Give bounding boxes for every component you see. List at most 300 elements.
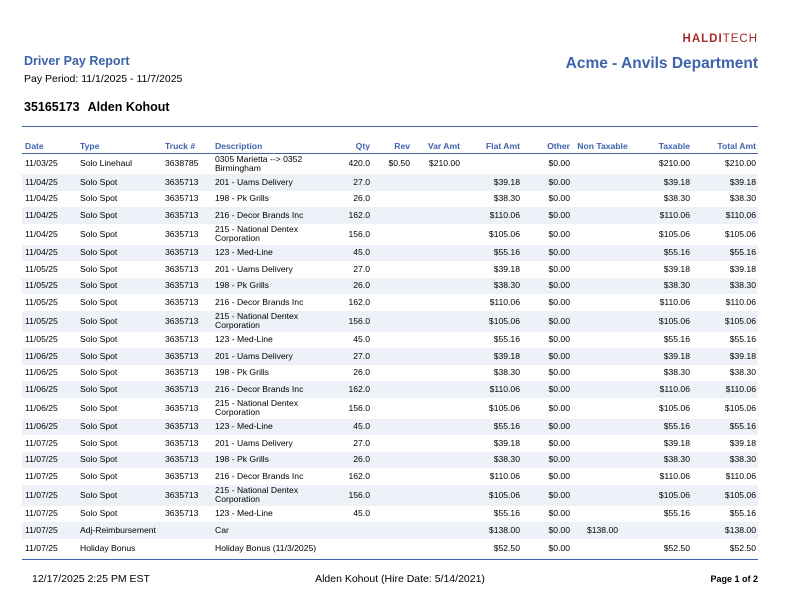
table-cell: $0.00 xyxy=(548,334,570,345)
table-cell: 162.0 xyxy=(348,296,370,307)
table-cell xyxy=(412,245,462,262)
table-cell: 11/04/25 xyxy=(25,193,58,204)
pay-period: Pay Period: 11/1/2025 - 11/7/2025 xyxy=(24,73,183,85)
table-cell xyxy=(332,539,372,560)
table-cell: $110.06 xyxy=(489,209,520,220)
table-cell xyxy=(412,174,462,191)
table-cell: $105.06 xyxy=(488,315,520,326)
table-cell: Solo Spot xyxy=(80,280,118,291)
table-cell xyxy=(332,522,372,539)
table-cell: $0.00 xyxy=(548,489,570,500)
table-row xyxy=(22,348,758,365)
table-cell xyxy=(372,174,412,191)
table-cell: 3635713 xyxy=(165,247,199,258)
table-cell xyxy=(372,294,412,311)
company-name: Acme - Anvils Department xyxy=(565,55,758,72)
table-cell: $110.06 xyxy=(725,296,756,307)
table-cell: $39.18 xyxy=(663,263,690,274)
table-cell: $105.06 xyxy=(658,489,690,500)
table-cell: $0.00 xyxy=(548,383,570,394)
table-cell: 26.0 xyxy=(353,454,370,465)
table-cell: 11/07/25 xyxy=(25,470,58,481)
table-cell: 198 - Pk Grills xyxy=(215,193,269,204)
table-cell: $0.00 xyxy=(548,421,570,432)
table-cell: $110.06 xyxy=(489,383,520,394)
table-cell: Solo Spot xyxy=(80,296,118,307)
table-cell: $105.06 xyxy=(724,228,756,239)
table-cell xyxy=(462,153,522,174)
table-cell: 3635713 xyxy=(165,315,199,326)
table-cell: 215 - National Dentex Corporation xyxy=(215,485,299,504)
table-cell: 3635713 xyxy=(165,228,199,239)
table-cell xyxy=(572,365,632,382)
table-cell: Solo Spot xyxy=(80,350,118,361)
table-row xyxy=(22,207,758,224)
table-cell: $105.06 xyxy=(488,402,520,413)
table-cell: $55.16 xyxy=(663,421,690,432)
table-cell: $0.00 xyxy=(548,247,570,258)
table-cell: $55.16 xyxy=(663,247,690,258)
table-cell: Solo Spot xyxy=(80,383,118,394)
column-header: Var Amt xyxy=(427,140,460,151)
table-cell xyxy=(372,348,412,365)
table-cell xyxy=(412,435,462,452)
table-cell: $110.06 xyxy=(489,470,520,481)
column-header: Date xyxy=(25,140,44,151)
table-cell: 45.0 xyxy=(353,421,370,432)
table-cell: $39.18 xyxy=(493,437,520,448)
table-row xyxy=(22,419,758,436)
table-cell: $39.18 xyxy=(663,350,690,361)
table-cell: $0.00 xyxy=(548,524,570,535)
table-cell: 162.0 xyxy=(348,383,370,394)
table-cell: 11/05/25 xyxy=(25,315,58,326)
table-cell xyxy=(162,522,212,539)
table-cell: $38.30 xyxy=(729,193,756,204)
table-cell: $0.00 xyxy=(548,296,570,307)
table-cell: Solo Spot xyxy=(80,209,118,220)
table-cell xyxy=(572,153,632,174)
table-cell xyxy=(572,224,632,245)
table-cell: $105.06 xyxy=(658,228,690,239)
table-cell: Solo Spot xyxy=(80,176,118,187)
table-cell xyxy=(412,348,462,365)
table-cell: $0.00 xyxy=(548,315,570,326)
table-cell xyxy=(372,261,412,278)
table-cell xyxy=(572,294,632,311)
table-cell xyxy=(572,245,632,262)
table-cell: 201 - Uams Delivery xyxy=(215,350,293,361)
table-cell: 215 - National Dentex Corporation xyxy=(215,224,299,243)
table-cell: $110.06 xyxy=(489,296,520,307)
table-row xyxy=(22,294,758,311)
table-cell xyxy=(372,365,412,382)
column-header: Type xyxy=(80,140,100,151)
table-cell: $39.18 xyxy=(493,263,520,274)
table-cell: $0.00 xyxy=(548,263,570,274)
table-cell xyxy=(412,419,462,436)
table-cell: 11/05/25 xyxy=(25,296,58,307)
table-cell: 11/07/25 xyxy=(25,437,58,448)
table-cell: 216 - Decor Brands Inc xyxy=(215,383,304,394)
table-cell: $38.30 xyxy=(493,454,520,465)
table-cell: 3635713 xyxy=(165,334,199,345)
table-cell xyxy=(572,419,632,436)
column-header: Taxable xyxy=(658,140,690,151)
table-cell xyxy=(372,485,412,506)
table-cell: 3635713 xyxy=(165,437,199,448)
table-cell: 11/04/25 xyxy=(25,209,58,220)
table-cell: $38.30 xyxy=(729,367,756,378)
table-cell: 3635713 xyxy=(165,489,199,500)
table-cell: 216 - Decor Brands Inc xyxy=(215,296,304,307)
table-cell: $105.06 xyxy=(724,402,756,413)
table-cell: Solo Spot xyxy=(80,421,118,432)
table-cell: 156.0 xyxy=(348,228,370,239)
table-cell: $55.16 xyxy=(663,508,690,519)
table-cell: 3635713 xyxy=(165,383,199,394)
table-cell: $0.00 xyxy=(548,437,570,448)
pay-table xyxy=(22,127,758,560)
table-cell xyxy=(372,539,412,560)
table-cell: 216 - Decor Brands Inc xyxy=(215,209,304,220)
column-header: Non Taxable xyxy=(577,140,628,151)
table-cell xyxy=(412,191,462,208)
table-cell: $39.18 xyxy=(729,176,756,187)
table-cell: 11/05/25 xyxy=(25,334,58,345)
table-row xyxy=(22,506,758,523)
table-cell: $105.06 xyxy=(724,315,756,326)
table-cell: 11/06/25 xyxy=(25,350,58,361)
table-row xyxy=(22,191,758,208)
table-cell: $52.50 xyxy=(663,543,690,554)
table-cell: $38.30 xyxy=(729,454,756,465)
table-cell: 11/03/25 xyxy=(25,158,58,169)
table-cell: Holiday Bonus (11/3/2025) xyxy=(215,543,317,554)
table-cell: $55.16 xyxy=(493,421,520,432)
table-cell xyxy=(572,435,632,452)
table-cell: 420.0 xyxy=(348,158,370,169)
table-cell xyxy=(572,468,632,485)
table-cell: 11/04/25 xyxy=(25,176,58,187)
table-row xyxy=(22,365,758,382)
table-cell xyxy=(372,506,412,523)
table-cell: $105.06 xyxy=(488,489,520,500)
table-cell: 215 - National Dentex Corporation xyxy=(215,311,299,330)
table-cell: $0.00 xyxy=(548,176,570,187)
column-header: Rev xyxy=(394,140,410,151)
table-row xyxy=(22,224,758,245)
report-title: Driver Pay Report xyxy=(24,54,130,68)
table-cell: Solo Spot xyxy=(80,402,118,413)
table-cell: $38.30 xyxy=(663,280,690,291)
table-row xyxy=(22,278,758,295)
table-cell: 11/04/25 xyxy=(25,228,58,239)
footer-driver-info: Alden Kohout (Hire Date: 5/14/2021) xyxy=(315,573,485,585)
column-header: Total Amt xyxy=(717,140,756,151)
table-cell: 11/07/25 xyxy=(25,454,58,465)
column-header: Flat Amt xyxy=(485,140,520,151)
table-cell xyxy=(372,381,412,398)
table-cell: $38.30 xyxy=(493,367,520,378)
table-cell xyxy=(372,311,412,332)
table-cell: Solo Spot xyxy=(80,263,118,274)
table-cell: 3635713 xyxy=(165,263,199,274)
table-cell: 26.0 xyxy=(353,367,370,378)
column-header: Other xyxy=(547,140,570,151)
table-cell xyxy=(372,207,412,224)
table-cell: Solo Spot xyxy=(80,454,118,465)
table-cell: $210.00 xyxy=(724,158,756,169)
table-cell: $110.06 xyxy=(659,470,690,481)
table-cell: 198 - Pk Grills xyxy=(215,454,269,465)
driver-name: Alden Kohout xyxy=(87,100,170,114)
table-cell: 198 - Pk Grills xyxy=(215,367,269,378)
table-cell: 45.0 xyxy=(353,247,370,258)
table-cell: 27.0 xyxy=(353,176,370,187)
table-cell: 216 - Decor Brands Inc xyxy=(215,470,304,481)
table-cell: 156.0 xyxy=(348,315,370,326)
table-cell: Solo Spot xyxy=(80,228,118,239)
table-cell xyxy=(372,332,412,349)
table-cell: Solo Spot xyxy=(80,334,118,345)
table-cell: Solo Spot xyxy=(80,247,118,258)
table-row xyxy=(22,381,758,398)
table-cell xyxy=(572,191,632,208)
table-cell xyxy=(412,294,462,311)
table-cell: $0.00 xyxy=(548,228,570,239)
table-cell: 201 - Uams Delivery xyxy=(215,176,293,187)
table-row xyxy=(22,261,758,278)
table-cell: 3635713 xyxy=(165,350,199,361)
table-cell: $0.00 xyxy=(548,209,570,220)
table-cell xyxy=(412,539,462,560)
table-cell: 27.0 xyxy=(353,437,370,448)
table-cell: $0.00 xyxy=(548,367,570,378)
table-cell: $210.00 xyxy=(428,158,460,169)
table-cell xyxy=(372,191,412,208)
table-cell: $39.18 xyxy=(493,176,520,187)
table-cell: $105.06 xyxy=(658,315,690,326)
table-cell: $38.30 xyxy=(493,280,520,291)
table-cell: $39.18 xyxy=(729,350,756,361)
table-row xyxy=(22,153,758,174)
table-cell: $55.16 xyxy=(663,334,690,345)
table-cell: $105.06 xyxy=(724,489,756,500)
table-row xyxy=(22,435,758,452)
table-cell: $55.16 xyxy=(729,247,756,258)
table-cell: $0.00 xyxy=(548,158,570,169)
table-cell: Solo Spot xyxy=(80,470,118,481)
table-cell: 11/06/25 xyxy=(25,367,58,378)
table-cell: $0.00 xyxy=(548,543,570,554)
table-cell: 201 - Uams Delivery xyxy=(215,263,293,274)
table-cell: 215 - National Dentex Corporation xyxy=(215,398,299,417)
table-cell: $0.00 xyxy=(548,508,570,519)
table-cell: 3635713 xyxy=(165,402,199,413)
table-cell xyxy=(412,207,462,224)
table-cell: 3635713 xyxy=(165,193,199,204)
table-body xyxy=(22,153,758,560)
table-cell: 3635713 xyxy=(165,176,199,187)
company-logo xyxy=(683,33,758,45)
table-cell: $0.00 xyxy=(548,470,570,481)
table-cell: $52.50 xyxy=(729,543,756,554)
column-header: Description xyxy=(215,140,263,151)
table-header-row xyxy=(22,127,758,153)
table-cell: 3635713 xyxy=(165,454,199,465)
table-cell: $138.00 xyxy=(586,524,619,535)
table-cell: Car xyxy=(215,524,229,535)
table-cell: 3638785 xyxy=(165,158,199,169)
table-cell xyxy=(412,224,462,245)
table-cell: $0.00 xyxy=(548,402,570,413)
table-cell: $55.16 xyxy=(729,421,756,432)
table-cell: $105.06 xyxy=(658,402,690,413)
table-cell xyxy=(372,278,412,295)
table-cell: $38.30 xyxy=(663,193,690,204)
table-cell: $110.06 xyxy=(659,209,690,220)
table-cell xyxy=(412,311,462,332)
table-cell xyxy=(572,485,632,506)
table-cell xyxy=(412,261,462,278)
driver-heading xyxy=(24,100,170,114)
table-cell xyxy=(572,348,632,365)
table-cell: Solo Spot xyxy=(80,508,118,519)
table-cell xyxy=(572,207,632,224)
table-cell: Adj-Reimbursement xyxy=(80,524,156,535)
table-row xyxy=(22,332,758,349)
table-cell: $38.30 xyxy=(663,454,690,465)
table-cell xyxy=(412,365,462,382)
table-cell: 11/05/25 xyxy=(25,263,58,274)
table-cell: $39.18 xyxy=(493,350,520,361)
table-cell xyxy=(372,224,412,245)
table-row xyxy=(22,398,758,419)
table-cell: $110.06 xyxy=(659,296,690,307)
table-cell: 45.0 xyxy=(353,508,370,519)
table-cell: $105.06 xyxy=(488,228,520,239)
table-row xyxy=(22,452,758,469)
table-cell: 11/06/25 xyxy=(25,421,58,432)
table-cell: Solo Spot xyxy=(80,437,118,448)
table-cell: $0.00 xyxy=(548,280,570,291)
table-row xyxy=(22,485,758,506)
table-cell: 3635713 xyxy=(165,209,199,220)
table-cell: 11/07/25 xyxy=(25,524,58,535)
table-cell: $38.30 xyxy=(493,193,520,204)
table-cell: $39.18 xyxy=(663,176,690,187)
table-cell: 162.0 xyxy=(348,470,370,481)
footer-printed-date: 12/17/2025 2:25 PM EST xyxy=(32,573,150,585)
table-cell: 123 - Med-Line xyxy=(215,334,273,345)
table-cell xyxy=(412,381,462,398)
table-cell: 11/04/25 xyxy=(25,247,58,258)
table-cell xyxy=(412,452,462,469)
table-cell: Solo Spot xyxy=(80,193,118,204)
table-cell: Solo Linehaul xyxy=(80,158,133,169)
table-cell: Holiday Bonus xyxy=(80,543,136,554)
driver-id: 35165173 xyxy=(24,100,80,114)
table-cell xyxy=(372,468,412,485)
table-cell xyxy=(572,332,632,349)
table-cell xyxy=(412,278,462,295)
table-cell: 156.0 xyxy=(348,402,370,413)
table-cell: $138.00 xyxy=(724,524,756,535)
logo-text-part2: TECH xyxy=(722,33,758,45)
table-cell: $0.50 xyxy=(388,158,410,169)
table-cell: 11/06/25 xyxy=(25,402,58,413)
table-cell xyxy=(412,398,462,419)
table-cell xyxy=(372,245,412,262)
table-row xyxy=(22,522,758,539)
table-cell xyxy=(412,506,462,523)
table-cell: 3635713 xyxy=(165,296,199,307)
table-cell xyxy=(372,522,412,539)
table-cell: $55.16 xyxy=(729,508,756,519)
table-cell: $38.30 xyxy=(663,367,690,378)
column-header: Qty xyxy=(355,140,370,151)
table-cell: $110.06 xyxy=(659,383,690,394)
table-cell: $55.16 xyxy=(493,247,520,258)
table-cell xyxy=(572,398,632,419)
table-row xyxy=(22,174,758,191)
table-cell xyxy=(572,278,632,295)
table-cell: $39.18 xyxy=(663,437,690,448)
table-cell: Solo Spot xyxy=(80,367,118,378)
table-cell xyxy=(572,174,632,191)
table-cell: 3635713 xyxy=(165,421,199,432)
table-cell: 3635713 xyxy=(165,367,199,378)
table-cell: $55.16 xyxy=(493,334,520,345)
table-cell: 11/05/25 xyxy=(25,280,58,291)
table-cell xyxy=(372,452,412,469)
table-cell xyxy=(572,452,632,469)
table-cell: 27.0 xyxy=(353,350,370,361)
table-cell xyxy=(162,539,212,560)
table-cell xyxy=(412,468,462,485)
table-cell xyxy=(572,311,632,332)
table-cell: $110.06 xyxy=(725,209,756,220)
table-cell xyxy=(632,522,692,539)
table-cell xyxy=(372,398,412,419)
table-cell xyxy=(572,506,632,523)
table-cell xyxy=(372,435,412,452)
table-cell: $210.00 xyxy=(658,158,690,169)
table-cell: $110.06 xyxy=(725,383,756,394)
table-cell: 11/07/25 xyxy=(25,489,58,500)
table-cell xyxy=(412,522,462,539)
table-cell: 11/06/25 xyxy=(25,383,58,394)
table-cell: $55.16 xyxy=(493,508,520,519)
table-cell: $0.00 xyxy=(548,454,570,465)
table-cell: 11/07/25 xyxy=(25,543,58,554)
table-row xyxy=(22,468,758,485)
footer-page-number: Page 1 of 2 xyxy=(710,574,758,584)
table-cell xyxy=(412,485,462,506)
table-cell: 26.0 xyxy=(353,280,370,291)
table-cell xyxy=(572,381,632,398)
table-cell: 3635713 xyxy=(165,470,199,481)
table-cell: 3635713 xyxy=(165,280,199,291)
table-cell xyxy=(412,332,462,349)
table-cell: $110.06 xyxy=(725,470,756,481)
logo-text-part1: HALDI xyxy=(682,33,723,45)
table-cell: 45.0 xyxy=(353,334,370,345)
table-cell: $52.50 xyxy=(493,543,520,554)
table-cell: 27.0 xyxy=(353,263,370,274)
column-header: Truck # xyxy=(165,140,196,151)
